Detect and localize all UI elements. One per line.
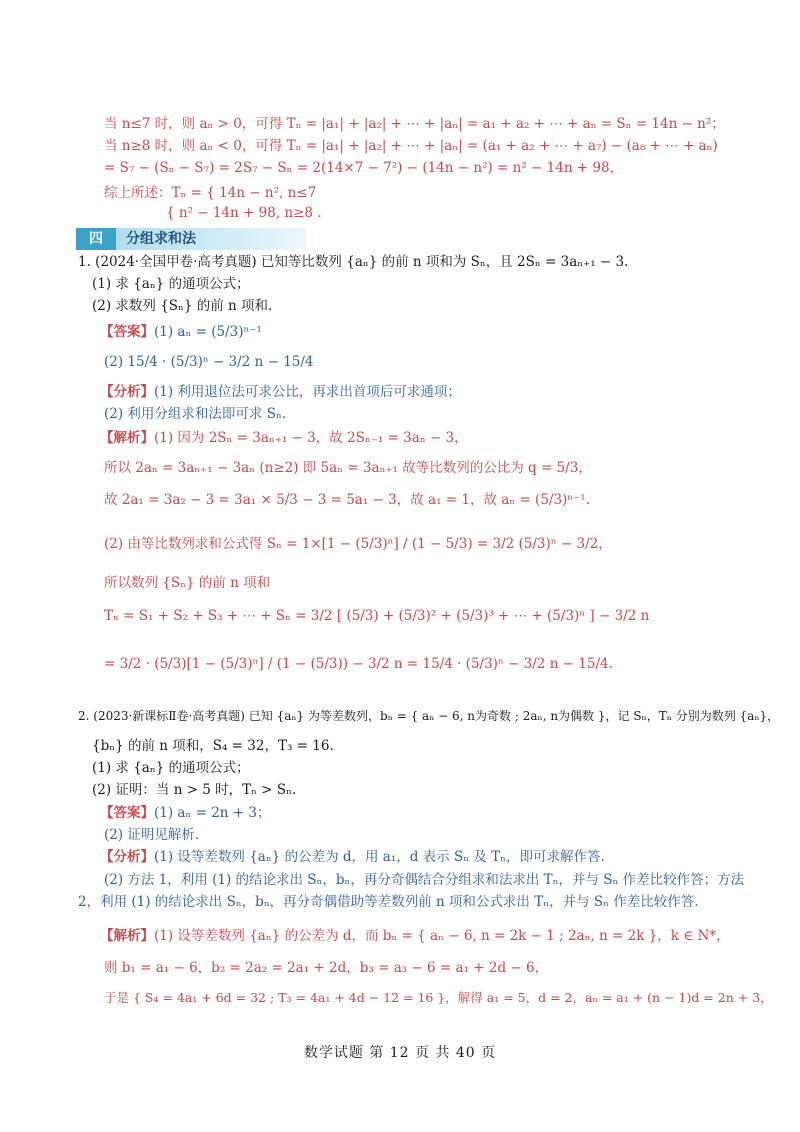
q1-part-2: (2) 求数列 {Sₙ} 的前 n 项和. bbox=[92, 298, 273, 314]
q1-answer-tag: 【答案】 bbox=[100, 324, 154, 340]
q1-answer-2: (2) 15/4 · (5/3)ⁿ − 3/2 n − 15/4 bbox=[104, 354, 314, 370]
q1-analysis-tag: 【分析】 bbox=[100, 384, 154, 400]
q1-part-1: (1) 求 {aₙ} 的通项公式； bbox=[92, 276, 250, 292]
q1-stem: 1. (2024·全国甲卷·高考真题) 已知等比数列 {aₙ} 的前 n 项和为 Sₙ，且 2Sₙ = 3aₙ₊₁ − 3. bbox=[78, 254, 629, 270]
q1-answer-1: (1) aₙ = (5/3)ⁿ⁻¹ bbox=[154, 324, 262, 340]
q2-solution-1: (1) 设等差数列 {aₙ} 的公差为 d，而 bₙ = { aₙ − 6, n = 2k − 1 ; 2aₙ, n = 2k }，k ∈ N*， bbox=[154, 928, 730, 944]
continuation-line-5: { n² − 14n + 98, n≥8 . bbox=[166, 205, 322, 221]
q1-analysis-1: (1) 利用退位法可求公比，再求出首项后可求通项； bbox=[154, 384, 461, 400]
q2-solution-row-1 bbox=[100, 926, 730, 946]
q2-answer-1: (1) aₙ = 2n + 3； bbox=[154, 805, 271, 821]
q2-analysis-3: 2，利用 (1) 的结论求出 Sₙ，bₙ，再分奇偶借助等差数列前 n 项和公式求出 Tₙ，并与 Sₙ 作差比较作答. bbox=[78, 894, 699, 910]
q2-part-1: (1) 求 {aₙ} 的通项公式； bbox=[92, 760, 250, 776]
q2-solution-tag: 【解析】 bbox=[100, 928, 154, 944]
q2-answer-2: (2) 证明见解析. bbox=[104, 827, 200, 843]
q1-solution-6: Tₙ = S₁ + S₂ + S₃ + ⋯ + Sₙ = 3/2 [ (5/3) + (5/3)² + (5/3)³ + ⋯ + (5/3)ⁿ ] − 3/2 n bbox=[104, 608, 650, 624]
q1-solution-tag: 【解析】 bbox=[100, 430, 154, 446]
continuation-line-2: 当 n≥8 时，则 aₙ < 0，可得 Tₙ = |a₁| + |a₂| + ⋯ + |aₙ| = (a₁ + a₂ + ⋯ + a₇) − (a₈ + ⋯ + aₙ) bbox=[104, 138, 718, 154]
section-title: 分组求和法 bbox=[126, 231, 196, 247]
q2-analysis-row-1 bbox=[100, 847, 605, 867]
q1-solution-row-1 bbox=[100, 428, 468, 448]
continuation-line-1: 当 n≤7 时，则 aₙ > 0，可得 Tₙ = |a₁| + |a₂| + ⋯ + |aₙ| = a₁ + a₂ + ⋯ + aₙ = Sₙ = 14n − n²； bbox=[104, 116, 725, 132]
q1-solution-4: (2) 由等比数列求和公式得 Sₙ = 1×[1 − (5/3)ⁿ] / (1 − 5/3) = 3/2 (5/3)ⁿ − 3/2， bbox=[104, 536, 612, 552]
q2-solution-3: 于是 { S₄ = 4a₁ + 6d = 32 ; T₃ = 4a₁ + 4d − 12 = 16 }，解得 a₁ = 5，d = 2，aₙ = a₁ + (n − 1)d = 2n + 3， bbox=[104, 990, 773, 1005]
q1-solution-5: 所以数列 {Sₙ} 的前 n 项和 bbox=[104, 575, 271, 591]
q1-analysis-2: (2) 利用分组求和法即可求 Sₙ. bbox=[104, 406, 287, 422]
q1-analysis-row-1 bbox=[100, 382, 461, 402]
q2-analysis-2: (2) 方法 1，利用 (1) 的结论求出 Sₙ，bₙ，再分奇偶结合分组求和法求出 Tₙ，并与 Sₙ 作差比较作答；方法 bbox=[104, 872, 745, 888]
page-footer: 数学试题 第 12 页 共 40 页 bbox=[303, 1045, 497, 1061]
q1-solution-3: 故 2a₁ = 3a₂ − 3 = 3a₁ × 5/3 − 3 = 5a₁ − 3，故 a₁ = 1，故 aₙ = (5/3)ⁿ⁻¹. bbox=[104, 492, 590, 508]
q2-part-2: (2) 证明：当 n > 5 时，Tₙ > Sₙ. bbox=[92, 782, 297, 798]
section-header bbox=[76, 228, 306, 250]
q2-answer-row-1 bbox=[100, 803, 270, 823]
q2-answer-tag: 【答案】 bbox=[100, 805, 154, 821]
q1-answer-row-1 bbox=[100, 322, 262, 342]
q1-solution-2: 所以 2aₙ = 3aₙ₊₁ − 3aₙ (n≥2) 即 5aₙ = 3aₙ₊₁ 故等比数列的公比为 q = 5/3， bbox=[104, 460, 592, 476]
continuation-line-3: = S₇ − (Sₙ − S₇) = 2S₇ − Sₙ = 2(14×7 − 7²) − (14n − n²) = n² − 14n + 98， bbox=[104, 160, 624, 176]
q1-solution-7: = 3/2 · (5/3)[1 − (5/3)ⁿ] / (1 − (5/3)) − 3/2 n = 15/4 · (5/3)ⁿ − 3/2 n − 15/4. bbox=[104, 656, 613, 672]
q2-analysis-tag: 【分析】 bbox=[100, 849, 154, 865]
section-number: 四 bbox=[76, 228, 116, 250]
q2-analysis-1: (1) 设等差数列 {aₙ} 的公差为 d，用 a₁，d 表示 Sₙ 及 Tₙ，即可求解作答. bbox=[154, 849, 605, 865]
q2-solution-2: 则 b₁ = a₁ − 6，b₂ = 2a₂ = 2a₁ + 2d，b₃ = a₃ − 6 = a₁ + 2d − 6， bbox=[104, 960, 549, 976]
q2-stem-2: {bₙ} 的前 n 项和，S₄ = 32，T₃ = 16. bbox=[92, 738, 334, 754]
continuation-line-4: 综上所述：Tₙ = { 14n − n², n≤7 bbox=[104, 185, 317, 201]
q2-stem: 2. (2023·新课标Ⅱ卷·高考真题) 已知 {aₙ} 为等差数列，bₙ = { aₙ − 6, n为奇数 ; 2aₙ, n为偶数 }，记 Sₙ，Tₙ 分别为数列 {aₙ}， bbox=[78, 709, 780, 723]
q1-solution-1: (1) 因为 2Sₙ = 3aₙ₊₁ − 3，故 2Sₙ₋₁ = 3aₙ − 3， bbox=[154, 430, 468, 446]
